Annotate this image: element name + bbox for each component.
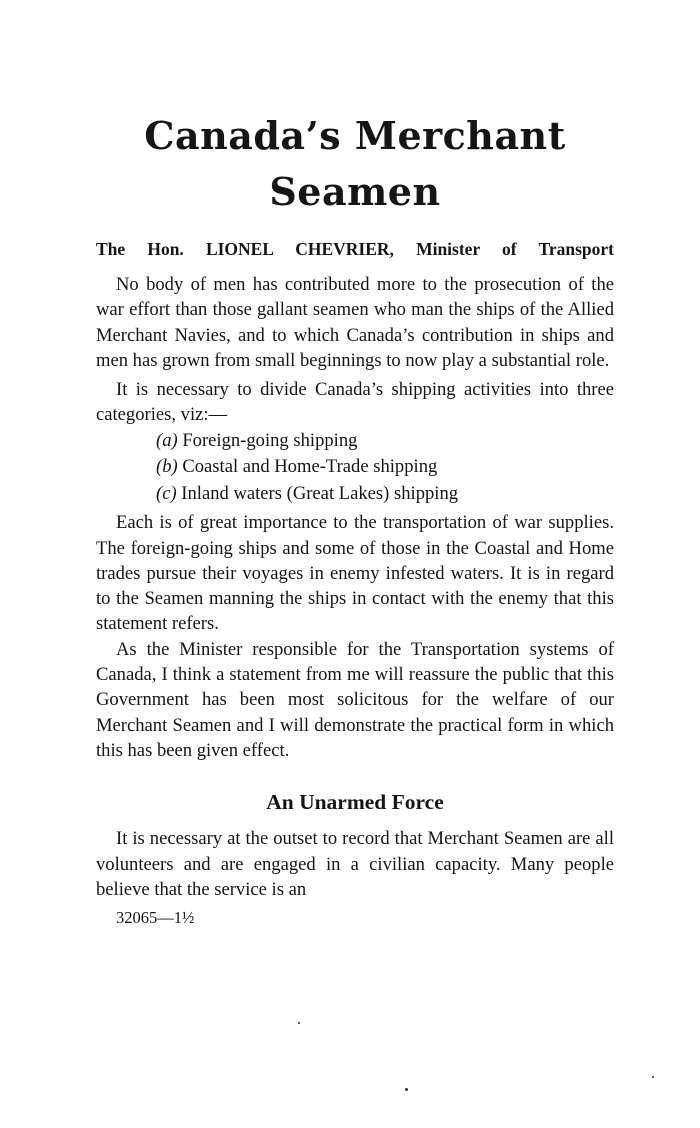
- author-byline: The Hon. LIONEL CHEVRIER, Minister of Transport: [96, 239, 614, 259]
- scan-speck: [652, 1076, 654, 1078]
- paragraph-categories-intro: It is necessary to divide Canada’s shipping activities into three categories, viz:—: [96, 379, 614, 426]
- category-list: [96, 428, 614, 508]
- category-text: Inland waters (Great Lakes) shipping: [181, 482, 459, 504]
- paragraph-minister: As the Minister responsible for the Transportation systems of Canada, I think a statement from me will reassure the public that this Government has been most solicitous for the welfare of our Merchant Seamen and I will demonstrate the practical form in which this has been given effect.: [96, 638, 614, 761]
- document-title: [96, 108, 614, 220]
- section-heading: An Unarmed Force: [266, 790, 444, 815]
- title-line-2: Seamen: [269, 169, 441, 214]
- document-page: [96, 100, 614, 928]
- title-line-1: Canada’s Merchant: [144, 113, 566, 158]
- category-item: [156, 481, 614, 508]
- category-marker: (b): [156, 456, 178, 478]
- scan-speck: [405, 1088, 408, 1091]
- print-code: 32065—1½: [116, 908, 195, 928]
- category-marker: (c): [156, 482, 177, 504]
- category-item: [156, 454, 614, 481]
- paragraph-unarmed-force: It is necessary at the outset to record that Merchant Seamen are all volunteers and are engaged in a civilian capacity. Many people believe that the service is an: [96, 828, 614, 900]
- category-item: [156, 428, 614, 455]
- paragraph-intro: No body of men has contributed more to the prosecution of the war effort than those gallant seamen who man the ships of the Allied Merchant Navies, and to which Canada’s contribution in ships and men has grown from small beginnings to now play a substantial role.: [96, 274, 614, 371]
- scan-speck: [298, 1022, 300, 1024]
- paragraph-importance: Each is of great importance to the transportation of war supplies. The foreign-going ships and some of those in the Coastal and Home trades pursue their voyages in enemy infested waters. It is in regard to the Seamen manning the ships in contact with the enemy that this statement refers.: [96, 512, 614, 635]
- category-text: Coastal and Home-Trade shipping: [182, 456, 438, 478]
- category-marker: (a): [156, 429, 178, 451]
- category-text: Foreign-going shipping: [182, 429, 358, 451]
